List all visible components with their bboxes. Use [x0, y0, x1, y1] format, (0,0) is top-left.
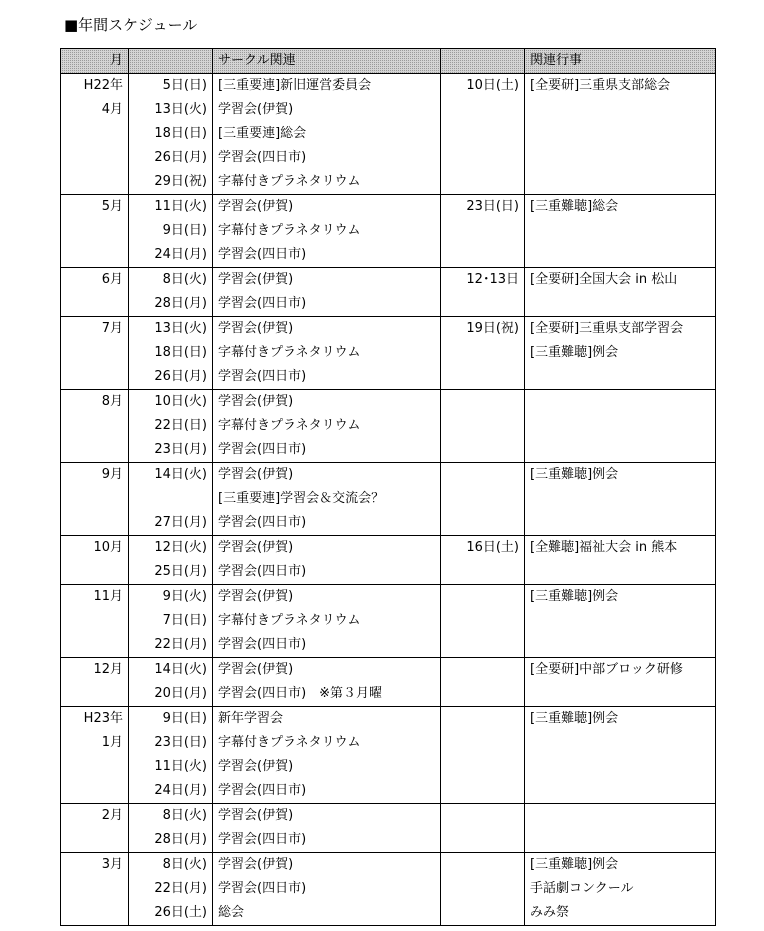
- date-cell: [129, 487, 213, 511]
- month-group: [61, 74, 716, 195]
- month-cell: 9月: [61, 463, 129, 488]
- related-event-cell: [525, 170, 716, 195]
- related-event-cell: [525, 292, 716, 317]
- circle-event-cell: 新年学習会: [213, 707, 441, 732]
- circle-event-cell: 学習会(伊賀): [213, 390, 441, 415]
- related-date-cell: 10日(土): [441, 74, 525, 99]
- date-cell: 20日(月): [129, 682, 213, 707]
- month-cell: [61, 146, 129, 170]
- related-date-cell: 16日(土): [441, 536, 525, 561]
- related-date-cell: [441, 341, 525, 365]
- related-date-cell: 23日(日): [441, 195, 525, 220]
- date-cell: 8日(火): [129, 804, 213, 829]
- month-cell: 11月: [61, 585, 129, 610]
- table-row: [61, 901, 716, 926]
- date-cell: 27日(月): [129, 511, 213, 536]
- table-row: [61, 170, 716, 195]
- table-row: [61, 146, 716, 170]
- date-cell: 13日(火): [129, 98, 213, 122]
- month-cell: [61, 682, 129, 707]
- date-cell: 28日(月): [129, 828, 213, 853]
- table-row: [61, 219, 716, 243]
- related-date-cell: 12･13日: [441, 268, 525, 293]
- month-group: [61, 390, 716, 463]
- table-row: [61, 98, 716, 122]
- related-event-cell: [525, 731, 716, 755]
- related-event-cell: [525, 219, 716, 243]
- related-event-cell: [525, 511, 716, 536]
- circle-event-cell: 学習会(伊賀): [213, 268, 441, 293]
- header-related: 関連行事: [525, 49, 716, 74]
- circle-event-cell: 字幕付きプラネタリウム: [213, 341, 441, 365]
- table-row: [61, 877, 716, 901]
- table-row: [61, 609, 716, 633]
- related-event-cell: [525, 487, 716, 511]
- month-cell: 6月: [61, 268, 129, 293]
- date-cell: 26日(月): [129, 365, 213, 390]
- related-event-cell: [525, 390, 716, 415]
- month-cell: [61, 219, 129, 243]
- date-cell: 8日(火): [129, 853, 213, 878]
- related-date-cell: [441, 170, 525, 195]
- circle-event-cell: 字幕付きプラネタリウム: [213, 219, 441, 243]
- related-date-cell: [441, 122, 525, 146]
- date-cell: 11日(火): [129, 755, 213, 779]
- related-date-cell: [441, 292, 525, 317]
- table-row: [61, 707, 716, 732]
- header-date2: [441, 49, 525, 74]
- related-event-cell: [全難聴]福祉大会 in 熊本: [525, 536, 716, 561]
- table-row: [61, 74, 716, 99]
- circle-event-cell: 学習会(伊賀): [213, 853, 441, 878]
- month-cell: 3月: [61, 853, 129, 878]
- table-row: [61, 804, 716, 829]
- month-cell: [61, 170, 129, 195]
- related-date-cell: [441, 828, 525, 853]
- table-row: [61, 463, 716, 488]
- circle-event-cell: 学習会(四日市): [213, 633, 441, 658]
- month-cell: [61, 779, 129, 804]
- month-cell: [61, 511, 129, 536]
- month-cell: H23年: [61, 707, 129, 732]
- related-event-cell: [525, 755, 716, 779]
- table-row: [61, 511, 716, 536]
- related-date-cell: [441, 633, 525, 658]
- related-date-cell: [441, 511, 525, 536]
- related-date-cell: [441, 146, 525, 170]
- table-row: [61, 268, 716, 293]
- month-cell: [61, 877, 129, 901]
- month-group: [61, 268, 716, 317]
- circle-event-cell: [三重要連]学習会＆交流会？: [213, 487, 441, 511]
- related-date-cell: [441, 219, 525, 243]
- month-cell: 5月: [61, 195, 129, 220]
- circle-event-cell: 字幕付きプラネタリウム: [213, 609, 441, 633]
- circle-event-cell: 学習会(四日市) ※第３月曜: [213, 682, 441, 707]
- table-row: [61, 438, 716, 463]
- related-event-cell: [三重難聴]例会: [525, 585, 716, 610]
- circle-event-cell: 学習会(伊賀): [213, 585, 441, 610]
- schedule-table: [60, 48, 716, 926]
- related-event-cell: みみ祭: [525, 901, 716, 926]
- date-cell: 9日(日): [129, 707, 213, 732]
- date-cell: 28日(月): [129, 292, 213, 317]
- date-cell: 7日(日): [129, 609, 213, 633]
- circle-event-cell: 学習会(四日市): [213, 779, 441, 804]
- month-cell: H22年: [61, 74, 129, 99]
- table-row: [61, 585, 716, 610]
- related-date-cell: [441, 877, 525, 901]
- date-cell: 9日(火): [129, 585, 213, 610]
- header-month: 月: [61, 49, 129, 74]
- related-event-cell: [525, 98, 716, 122]
- related-event-cell: [三重難聴]例会: [525, 853, 716, 878]
- month-group: [61, 195, 716, 268]
- related-event-cell: [525, 633, 716, 658]
- circle-event-cell: 字幕付きプラネタリウム: [213, 731, 441, 755]
- month-cell: [61, 414, 129, 438]
- circle-event-cell: 総会: [213, 901, 441, 926]
- month-cell: 4月: [61, 98, 129, 122]
- date-cell: 5日(日): [129, 74, 213, 99]
- related-event-cell: [525, 414, 716, 438]
- circle-event-cell: 学習会(伊賀): [213, 755, 441, 779]
- related-date-cell: [441, 560, 525, 585]
- month-cell: [61, 292, 129, 317]
- month-group: [61, 463, 716, 536]
- date-cell: 23日(日): [129, 731, 213, 755]
- table-row: [61, 828, 716, 853]
- table-row: [61, 365, 716, 390]
- related-event-cell: [525, 682, 716, 707]
- circle-event-cell: 学習会(伊賀): [213, 317, 441, 342]
- circle-event-cell: 学習会(伊賀): [213, 463, 441, 488]
- related-date-cell: [441, 98, 525, 122]
- month-cell: 2月: [61, 804, 129, 829]
- table-row: [61, 122, 716, 146]
- related-event-cell: [525, 828, 716, 853]
- related-date-cell: [441, 707, 525, 732]
- related-event-cell: [525, 243, 716, 268]
- circle-event-cell: [三重要連]総会: [213, 122, 441, 146]
- table-row: [61, 292, 716, 317]
- table-row: [61, 633, 716, 658]
- date-cell: 23日(月): [129, 438, 213, 463]
- related-event-cell: [525, 438, 716, 463]
- related-event-cell: [525, 609, 716, 633]
- table-row: [61, 853, 716, 878]
- month-cell: [61, 487, 129, 511]
- date-cell: 24日(月): [129, 243, 213, 268]
- circle-event-cell: 学習会(四日市): [213, 292, 441, 317]
- table-row: [61, 779, 716, 804]
- related-date-cell: [441, 585, 525, 610]
- circle-event-cell: 学習会(四日市): [213, 365, 441, 390]
- month-cell: [61, 828, 129, 853]
- table-row: [61, 536, 716, 561]
- circle-event-cell: 字幕付きプラネタリウム: [213, 170, 441, 195]
- related-date-cell: [441, 463, 525, 488]
- related-date-cell: [441, 804, 525, 829]
- circle-event-cell: 学習会(伊賀): [213, 804, 441, 829]
- related-date-cell: [441, 682, 525, 707]
- related-date-cell: [441, 755, 525, 779]
- month-cell: 8月: [61, 390, 129, 415]
- month-group: [61, 853, 716, 926]
- related-event-cell: [三重難聴]例会: [525, 463, 716, 488]
- month-cell: 10月: [61, 536, 129, 561]
- related-event-cell: [525, 779, 716, 804]
- related-date-cell: [441, 853, 525, 878]
- month-cell: 12月: [61, 658, 129, 683]
- circle-event-cell: 学習会(四日市): [213, 438, 441, 463]
- circle-event-cell: 学習会(四日市): [213, 511, 441, 536]
- table-row: [61, 682, 716, 707]
- date-cell: 25日(月): [129, 560, 213, 585]
- header-circle: サークル関連: [213, 49, 441, 74]
- date-cell: 14日(火): [129, 658, 213, 683]
- related-event-cell: [525, 365, 716, 390]
- related-event-cell: [525, 146, 716, 170]
- date-cell: 26日(土): [129, 901, 213, 926]
- month-cell: 7月: [61, 317, 129, 342]
- month-group: [61, 707, 716, 804]
- date-cell: 24日(月): [129, 779, 213, 804]
- related-event-cell: [525, 122, 716, 146]
- month-group: [61, 585, 716, 658]
- circle-event-cell: 学習会(伊賀): [213, 536, 441, 561]
- table-row: [61, 390, 716, 415]
- related-event-cell: [全要研]三重県支部総会: [525, 74, 716, 99]
- table-row: [61, 414, 716, 438]
- month-cell: 1月: [61, 731, 129, 755]
- circle-event-cell: 学習会(四日市): [213, 877, 441, 901]
- month-group: [61, 536, 716, 585]
- date-cell: 26日(月): [129, 146, 213, 170]
- circle-event-cell: 学習会(四日市): [213, 560, 441, 585]
- related-date-cell: [441, 487, 525, 511]
- related-date-cell: 19日(祝): [441, 317, 525, 342]
- related-date-cell: [441, 243, 525, 268]
- date-cell: 29日(祝): [129, 170, 213, 195]
- circle-event-cell: 学習会(伊賀): [213, 195, 441, 220]
- header-date: [129, 49, 213, 74]
- date-cell: 10日(火): [129, 390, 213, 415]
- related-event-cell: [全要研]中部ブロック研修: [525, 658, 716, 683]
- related-event-cell: [三重難聴]例会: [525, 341, 716, 365]
- circle-event-cell: [三重要連]新旧運営委員会: [213, 74, 441, 99]
- related-date-cell: [441, 365, 525, 390]
- month-cell: [61, 633, 129, 658]
- related-date-cell: [441, 438, 525, 463]
- circle-event-cell: 学習会(伊賀): [213, 658, 441, 683]
- date-cell: 18日(日): [129, 341, 213, 365]
- related-date-cell: [441, 414, 525, 438]
- month-group: [61, 804, 716, 853]
- date-cell: 14日(火): [129, 463, 213, 488]
- date-cell: 13日(火): [129, 317, 213, 342]
- related-event-cell: [525, 560, 716, 585]
- table-row: [61, 487, 716, 511]
- circle-event-cell: 字幕付きプラネタリウム: [213, 414, 441, 438]
- table-row: [61, 658, 716, 683]
- related-date-cell: [441, 658, 525, 683]
- related-event-cell: [全要研]三重県支部学習会: [525, 317, 716, 342]
- related-event-cell: [525, 804, 716, 829]
- table-row: [61, 731, 716, 755]
- date-cell: 11日(火): [129, 195, 213, 220]
- related-event-cell: [三重難聴]総会: [525, 195, 716, 220]
- month-cell: [61, 365, 129, 390]
- date-cell: 22日(月): [129, 877, 213, 901]
- date-cell: 18日(日): [129, 122, 213, 146]
- month-cell: [61, 341, 129, 365]
- table-row: [61, 560, 716, 585]
- month-group: [61, 658, 716, 707]
- related-event-cell: [三重難聴]例会: [525, 707, 716, 732]
- month-cell: [61, 122, 129, 146]
- table-row: [61, 317, 716, 342]
- month-cell: [61, 438, 129, 463]
- related-date-cell: [441, 731, 525, 755]
- header-row: [61, 49, 716, 74]
- month-cell: [61, 901, 129, 926]
- table-row: [61, 755, 716, 779]
- circle-event-cell: 学習会(伊賀): [213, 98, 441, 122]
- month-cell: [61, 243, 129, 268]
- related-event-cell: [全要研]全国大会 in 松山: [525, 268, 716, 293]
- month-group: [61, 317, 716, 390]
- date-cell: 8日(火): [129, 268, 213, 293]
- related-date-cell: [441, 901, 525, 926]
- month-cell: [61, 755, 129, 779]
- related-date-cell: [441, 609, 525, 633]
- page-title: ■年間スケジュール: [64, 16, 198, 34]
- date-cell: 9日(日): [129, 219, 213, 243]
- table-row: [61, 341, 716, 365]
- related-date-cell: [441, 390, 525, 415]
- circle-event-cell: 学習会(四日市): [213, 243, 441, 268]
- month-cell: [61, 609, 129, 633]
- circle-event-cell: 学習会(四日市): [213, 146, 441, 170]
- date-cell: 22日(日): [129, 414, 213, 438]
- month-cell: [61, 560, 129, 585]
- table-row: [61, 195, 716, 220]
- related-event-cell: 手話劇コンクール: [525, 877, 716, 901]
- date-cell: 12日(火): [129, 536, 213, 561]
- date-cell: 22日(月): [129, 633, 213, 658]
- circle-event-cell: 学習会(四日市): [213, 828, 441, 853]
- related-date-cell: [441, 779, 525, 804]
- table-row: [61, 243, 716, 268]
